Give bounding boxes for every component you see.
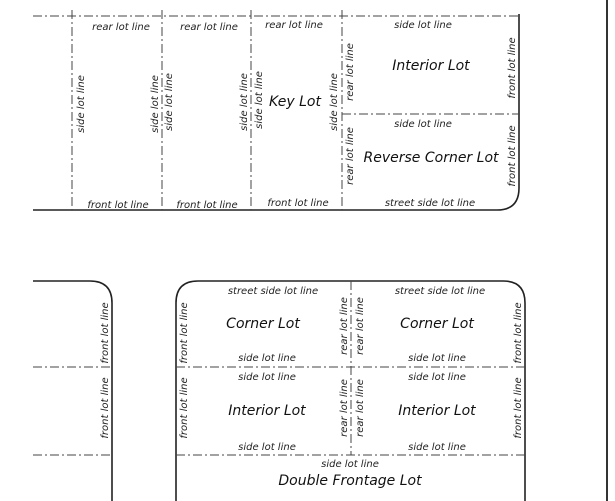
front-lot-line-label: front lot line — [513, 302, 524, 364]
front-lot-line-label: front lot line — [100, 377, 111, 439]
side-lot-line-label: side lot line — [394, 20, 452, 31]
interior-lot-name: Interior Lot — [228, 403, 306, 419]
side-lot-line-label: side lot line — [76, 75, 87, 133]
left-partial-block — [33, 281, 112, 501]
side-lot-line-label: side lot line — [408, 442, 466, 453]
side-lot-line-label: side lot line — [239, 73, 250, 131]
interior-lot-name: Interior Lot — [398, 403, 476, 419]
street-side-lot-line-label: street side lot line — [227, 286, 319, 297]
bottom-block — [176, 281, 525, 501]
side-lot-line-label: side lot line — [329, 73, 340, 131]
front-lot-line-label: front lot line — [507, 125, 518, 187]
rear-lot-line-label: rear lot line — [339, 297, 350, 355]
rear-lot-line-label: rear lot line — [355, 297, 366, 355]
side-lot-line-label: side lot line — [394, 119, 452, 130]
corner-lot-name: Corner Lot — [226, 316, 300, 332]
top-block-outline — [33, 14, 519, 210]
side-lot-line-label: side lot line — [238, 372, 296, 383]
top-block — [33, 10, 519, 211]
street-side-lot-line-label: street side lot line — [384, 198, 476, 209]
rear-lot-line-label: rear lot line — [180, 22, 238, 33]
front-lot-line-label: front lot line — [267, 198, 329, 209]
double-frontage-lot-name: Double Frontage Lot — [278, 473, 422, 489]
front-lot-line-label: front lot line — [87, 200, 149, 211]
front-lot-line-label: front lot line — [100, 302, 111, 364]
rear-lot-line-label: rear lot line — [345, 43, 356, 101]
rear-lot-line-label: rear lot line — [345, 127, 356, 185]
side-lot-line-label: side lot line — [150, 75, 161, 133]
rear-lot-line-label: rear lot line — [92, 22, 150, 33]
corner-lot-name: Corner Lot — [400, 316, 474, 332]
front-lot-line-label: front lot line — [176, 200, 238, 211]
street-side-lot-line-label: street side lot line — [394, 286, 486, 297]
front-lot-line-label: front lot line — [179, 302, 190, 364]
side-lot-line-label: side lot line — [321, 459, 379, 470]
side-lot-line-label: side lot line — [408, 372, 466, 383]
front-lot-line-label: front lot line — [179, 377, 190, 439]
side-lot-line-label: side lot line — [164, 73, 175, 131]
side-lot-line-label: side lot line — [408, 353, 466, 364]
reverse-corner-lot-name: Reverse Corner Lot — [363, 150, 499, 166]
rear-lot-line-label: rear lot line — [339, 379, 350, 437]
interior-lot-name: Interior Lot — [392, 58, 470, 74]
side-lot-line-label: side lot line — [238, 353, 296, 364]
front-lot-line-label: front lot line — [507, 37, 518, 99]
rear-lot-line-label: rear lot line — [355, 379, 366, 437]
front-lot-line-label: front lot line — [513, 377, 524, 439]
side-lot-line-label: side lot line — [238, 442, 296, 453]
side-lot-line-label: side lot line — [254, 71, 265, 129]
key-lot-name: Key Lot — [269, 94, 321, 110]
rear-lot-line-label: rear lot line — [265, 20, 323, 31]
